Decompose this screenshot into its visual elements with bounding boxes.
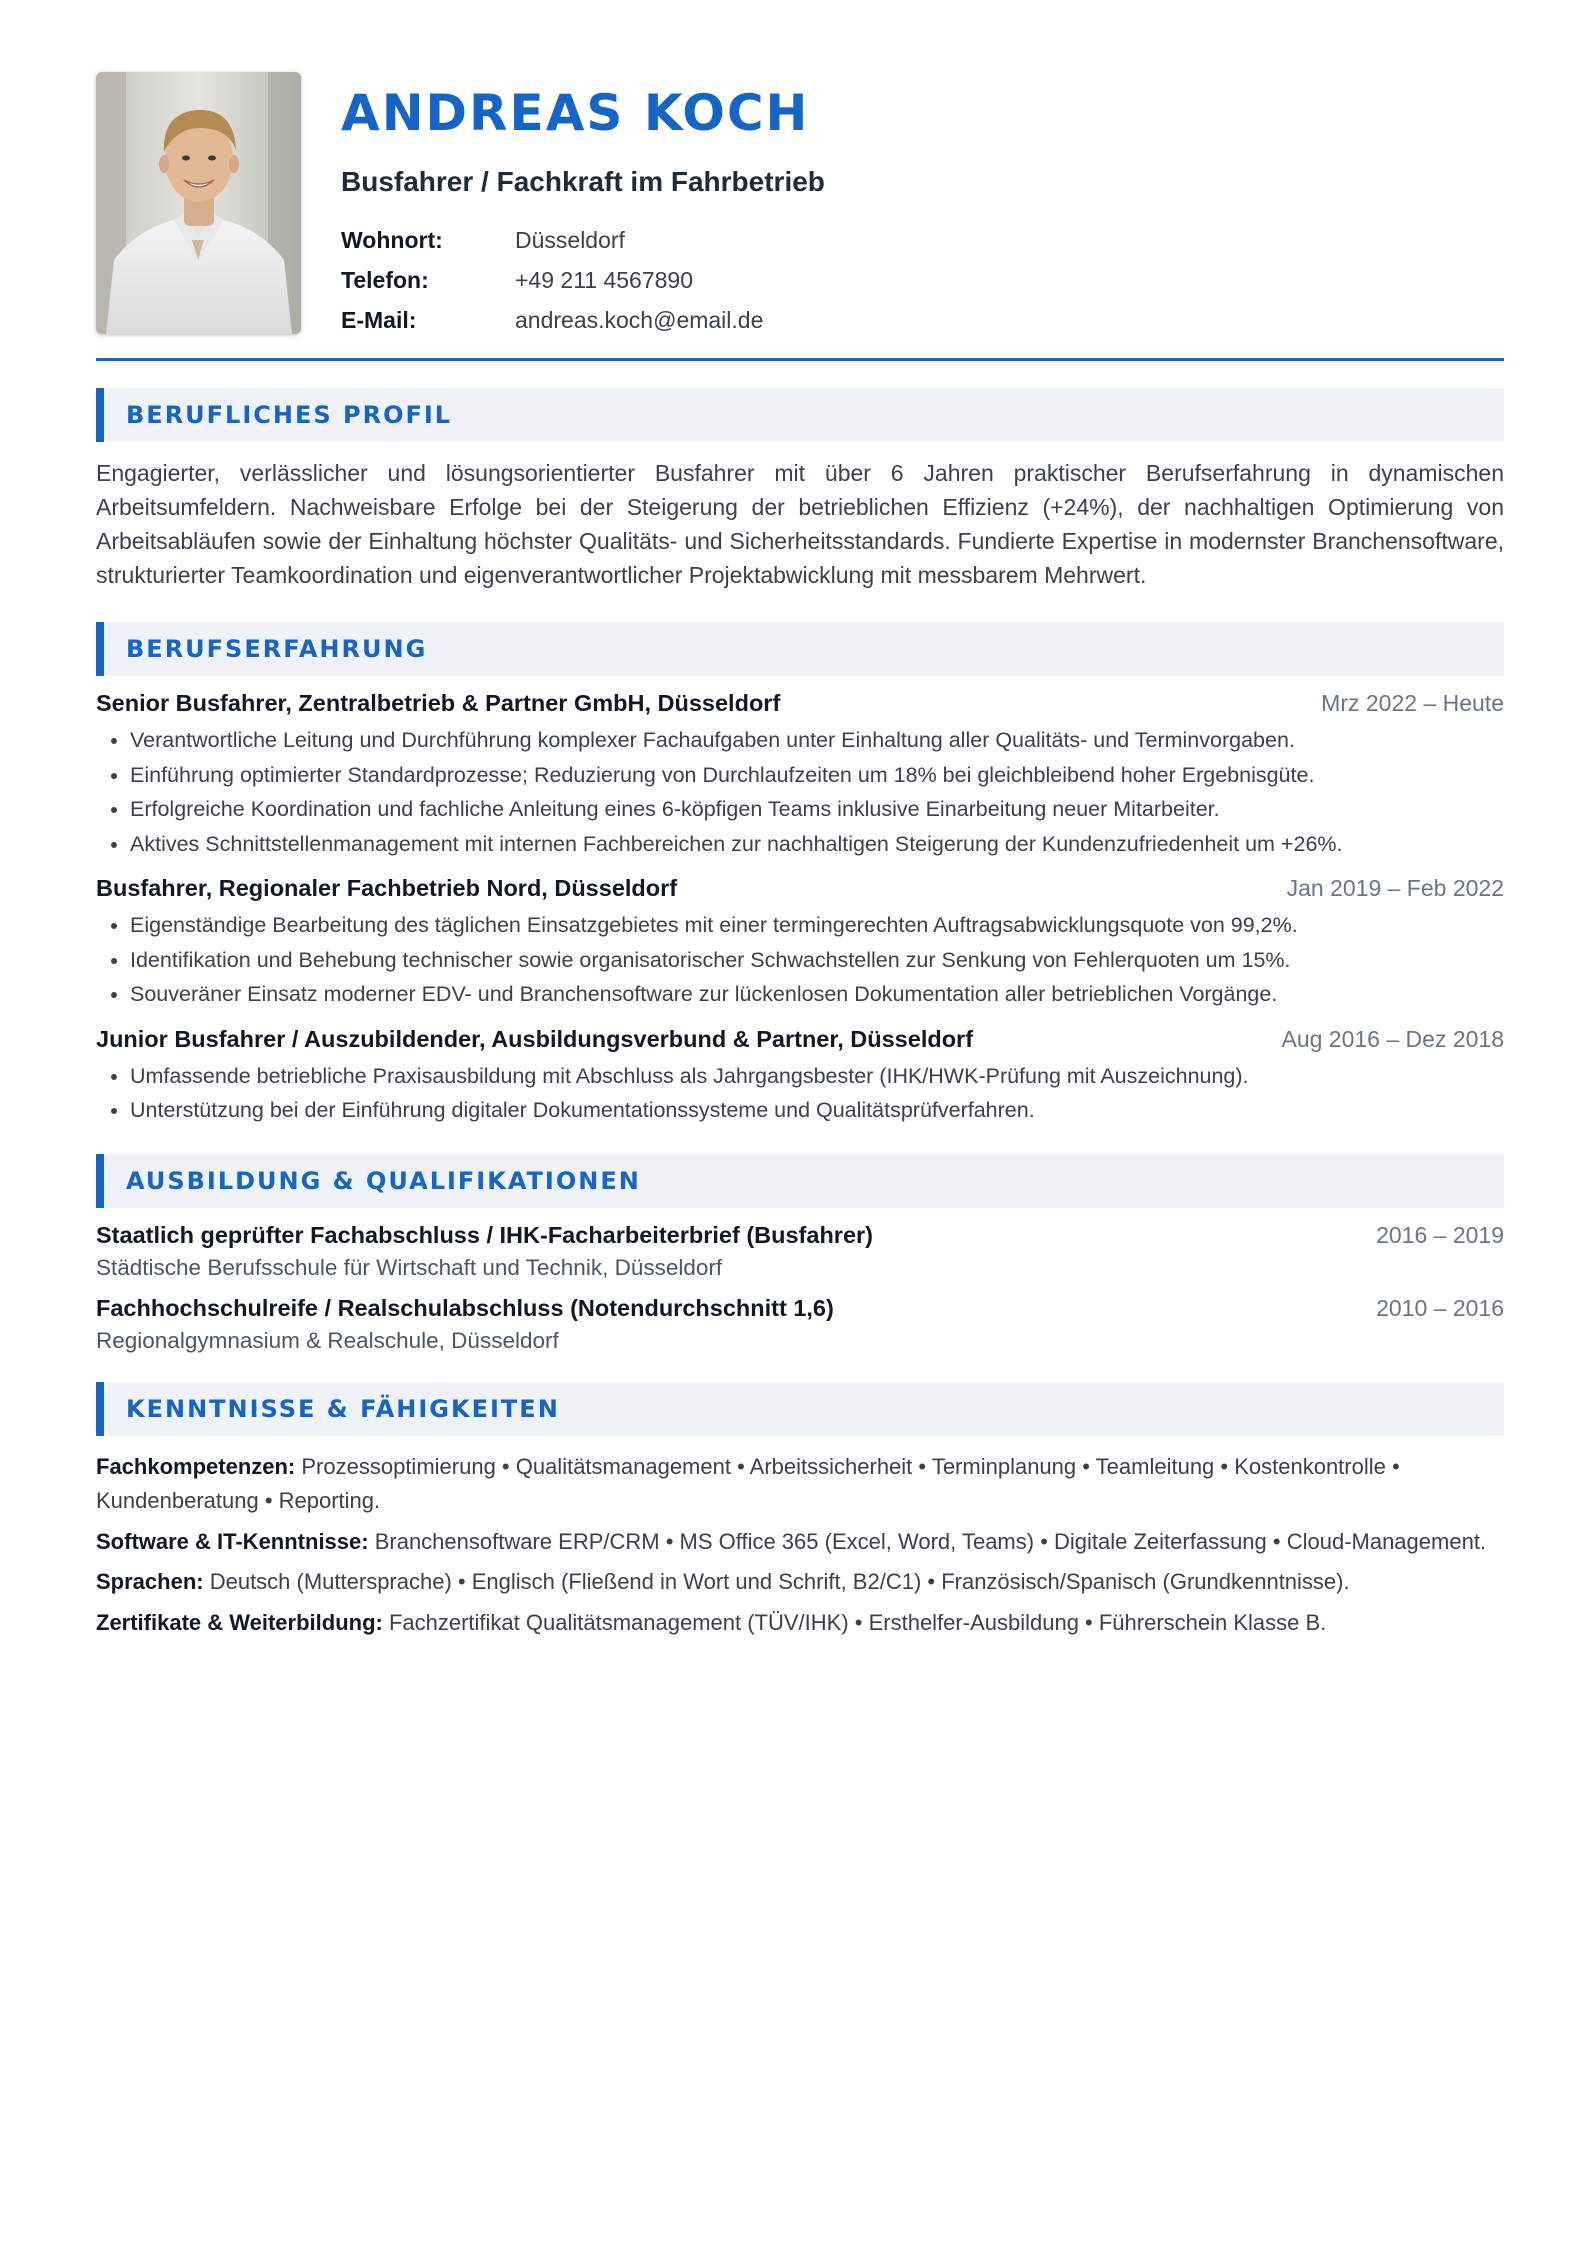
header-text xyxy=(341,72,825,340)
job-bullets xyxy=(96,1059,1504,1128)
contact-label: Wohnort: xyxy=(341,226,443,253)
skill-row xyxy=(96,1565,1504,1600)
job-title: Junior Busfahrer / Auszubildender, Ausbildungsverbund & Partner, Düsseldorf xyxy=(96,1025,974,1052)
profile-photo xyxy=(96,72,301,334)
section-heading: AUSBILDUNG & QUALIFIKATIONEN xyxy=(96,1154,1504,1208)
resume-content xyxy=(96,72,1504,1646)
list-item: • Eigenständige Bearbeitung des täglichen Einsatzgebietes mit einer termingerechten Auftragsabwicklungsquote von 99,2%. xyxy=(130,908,1504,943)
section-heading: BERUFSERFAHRUNG xyxy=(96,622,1504,676)
skill-text: Deutsch (Muttersprache) • Englisch (Fließend in Wort und Schrift, B2/C1) • Französisch/Spanisch (Grundkenntnisse). xyxy=(203,1569,1350,1594)
header-divider xyxy=(96,358,1504,361)
skill-label: Software & IT-Kenntnisse: xyxy=(96,1528,369,1554)
school-name: Regionalgymnasium & Realschule, Düsseldorf xyxy=(96,1327,559,1353)
skills-section xyxy=(96,1382,1504,1641)
section-heading: KENNTNISSE & FÄHIGKEITEN xyxy=(96,1382,1504,1436)
list-item: • Identifikation und Behebung technischer sowie organisatorischer Schwachstellen zur Senkung von Fehlerquoten um 15%. xyxy=(130,943,1504,978)
skill-text: Fachzertifikat Qualitätsmanagement (TÜV/IHK) • Ersthelfer-Ausbildung • Führerschein Klasse B. xyxy=(382,1609,1327,1635)
contact-details xyxy=(341,220,825,340)
list-item: • Unterstützung bei der Einführung digitaler Dokumentationssysteme und Qualitätsprüfverfahren. xyxy=(130,1093,1504,1128)
job-header xyxy=(96,1026,1504,1053)
job-entry xyxy=(96,1026,1504,1128)
profile-section xyxy=(96,388,1504,592)
education-entry xyxy=(96,1295,1504,1354)
profile-text: Engagierter, verlässlicher und lösungsorientierter Busfahrer mit über 6 Jahren praktischer Berufserfahrung in dynamischen Arbeitsumfeldern. Nachweisbare Erfolge bei der Steigerung der betrieblichen Effizienz (+24%), der nachhaltigen Optimierung von Arbeitsabläufen sowie der Einhaltung höchster Qualitäts- und Sicherheitsstandards. Fundierte Expertise in modernster Branchensoftware, strukturierter Teamkoordination und eigenverantwortlicher Projektabwicklung mit messbarem Mehrwert. xyxy=(96,460,1504,588)
candidate-name: ANDREAS KOCH xyxy=(341,84,810,142)
job-date: Aug 2016 – Dez 2018 xyxy=(1281,1025,1504,1052)
resume-header xyxy=(96,72,1504,334)
education-header xyxy=(96,1222,1504,1249)
job-header xyxy=(96,690,1504,717)
contact-row-email xyxy=(341,300,825,340)
education-header xyxy=(96,1295,1504,1322)
education-entry xyxy=(96,1222,1504,1281)
degree-title: Staatlich geprüfter Fachabschluss / IHK-Facharbeiterbrief (Busfahrer) xyxy=(96,1221,873,1248)
skill-row xyxy=(96,1525,1504,1560)
school-name: Städtische Berufsschule für Wirtschaft und Technik, Düsseldorf xyxy=(96,1254,723,1280)
job-title: Senior Busfahrer, Zentralbetrieb & Partner GmbH, Düsseldorf xyxy=(96,690,781,716)
list-item: • Verantwortliche Leitung und Durchführung komplexer Fachaufgaben unter Einhaltung aller Qualitäts- und Terminvorgaben. xyxy=(130,723,1504,758)
experience-section xyxy=(96,622,1504,1128)
education-date: 2016 – 2019 xyxy=(1376,1221,1504,1248)
job-date: Jan 2019 – Feb 2022 xyxy=(1286,875,1504,901)
skill-label: Sprachen: xyxy=(96,1569,204,1594)
list-item: • Souveräner Einsatz moderner EDV- und Branchensoftware zur lückenlosen Dokumentation aller betrieblichen Vorgänge. xyxy=(130,977,1504,1012)
candidate-role: Busfahrer / Fachkraft im Fahrbetrieb xyxy=(341,166,825,197)
job-entry xyxy=(96,690,1504,861)
list-item: • Umfassende betriebliche Praxisausbildung mit Abschluss als Jahrgangsbester (IHK/HWK-Prüfung mit Auszeichnung). xyxy=(130,1059,1504,1094)
job-date: Mrz 2022 – Heute xyxy=(1321,690,1504,716)
list-item: • Erfolgreiche Koordination und fachliche Anleitung eines 6-köpfigen Teams inklusive Einarbeitung neuer Mitarbeiter. xyxy=(130,792,1504,827)
list-item: • Einführung optimierter Standardprozesse; Reduzierung von Durchlaufzeiten um 18% bei gleichbleibend hoher Ergebnisgüte. xyxy=(130,758,1504,793)
skill-row xyxy=(96,1606,1504,1641)
skill-row xyxy=(96,1450,1504,1519)
list-item: • Aktives Schnittstellenmanagement mit internen Fachbereichen zur nachhaltigen Steigerung der Kundenzufriedenheit um +26%. xyxy=(130,827,1504,862)
contact-label: Telefon: xyxy=(341,266,429,293)
education-section xyxy=(96,1154,1504,1354)
phone-value: +49 211 4567890 xyxy=(515,266,694,293)
skill-label: Zertifikate & Weiterbildung: xyxy=(96,1609,383,1635)
skill-text: Branchensoftware ERP/CRM • MS Office 365 (Excel, Word, Teams) • Digitale Zeiterfassung • Cloud-Management. xyxy=(368,1528,1487,1554)
section-heading: BERUFLICHES PROFIL xyxy=(96,388,1504,442)
contact-row-location xyxy=(341,220,825,260)
skill-label: Fachkompetenzen: xyxy=(96,1453,296,1479)
location-value: Düsseldorf xyxy=(515,226,625,253)
degree-title: Fachhochschulreife / Realschulabschluss (Notendurchschnitt 1,6) xyxy=(96,1294,834,1321)
job-bullets xyxy=(96,908,1504,1012)
job-header xyxy=(96,875,1504,902)
skill-text: Prozessoptimierung • Qualitätsmanagement • Arbeitssicherheit • Terminplanung • Teamleitung • Kostenkontrolle • Kundenberatung • Reporting. xyxy=(96,1453,1400,1513)
education-date: 2010 – 2016 xyxy=(1376,1294,1504,1321)
skills-list xyxy=(96,1450,1504,1641)
contact-label: E-Mail: xyxy=(341,306,417,333)
contact-row-phone xyxy=(341,260,825,300)
email-value: andreas.koch@email.de xyxy=(515,306,764,333)
job-bullets xyxy=(96,723,1504,861)
job-entry xyxy=(96,875,1504,1012)
job-title: Busfahrer, Regionaler Fachbetrieb Nord, Düsseldorf xyxy=(96,875,678,901)
